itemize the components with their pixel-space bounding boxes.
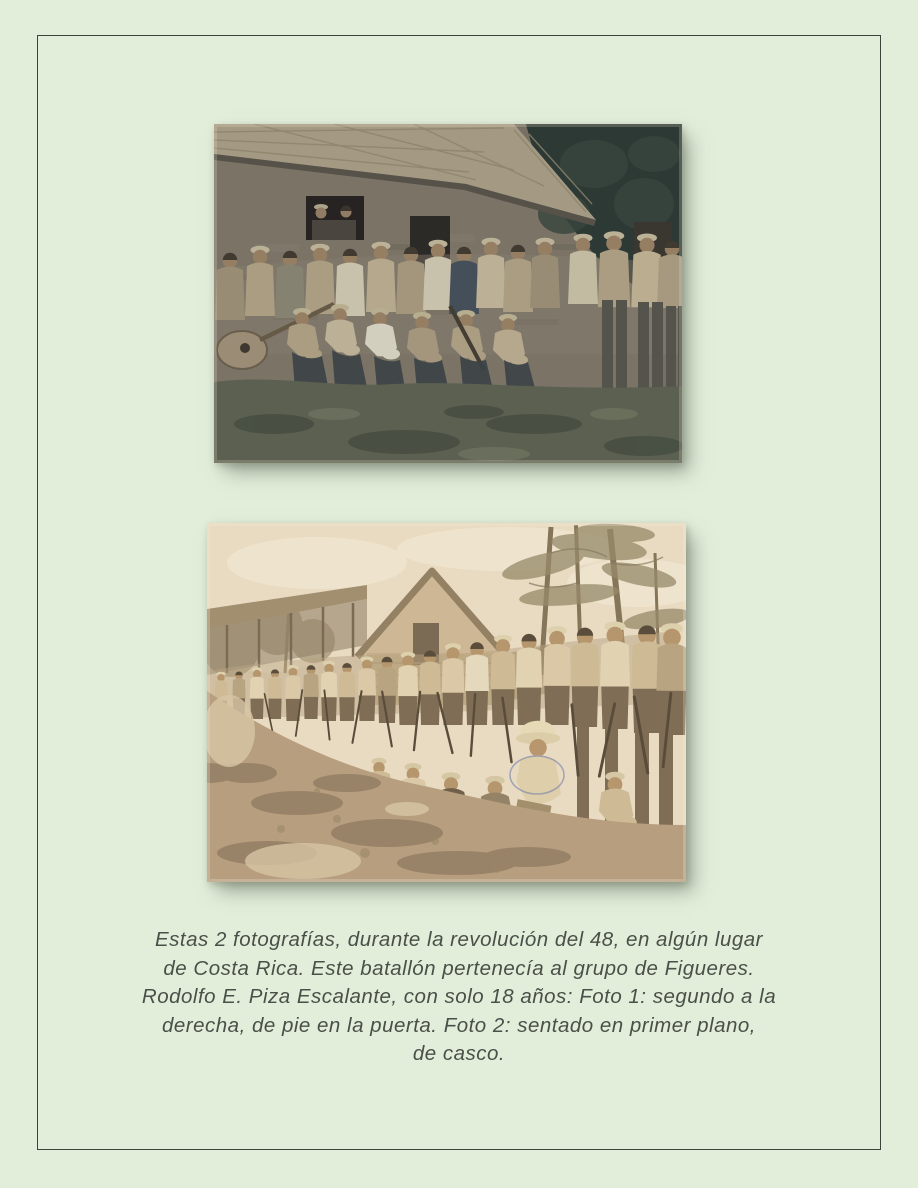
photo-2-image: [207, 523, 686, 882]
photo-2: [207, 523, 686, 882]
caption-line-1: Estas 2 fotografías, durante la revolución del 48, en algún lugar: [154, 928, 763, 951]
caption-line-3: Rodolfo E. Piza Escalante, con solo 18 años: Foto 1: segundo a la: [141, 985, 777, 1009]
caption-line-4: derecha, de pie en la puerta. Foto 2: sentado en primer plano,: [162, 1013, 756, 1037]
caption-line-5: de casco.: [412, 1042, 506, 1066]
photo-1-image: [214, 124, 682, 463]
photo-1: [214, 124, 682, 463]
caption-line-2: de Costa Rica. Este batallón pertenecía al grupo de Figueres.: [163, 956, 755, 980]
photo-caption: [89, 926, 829, 1069]
